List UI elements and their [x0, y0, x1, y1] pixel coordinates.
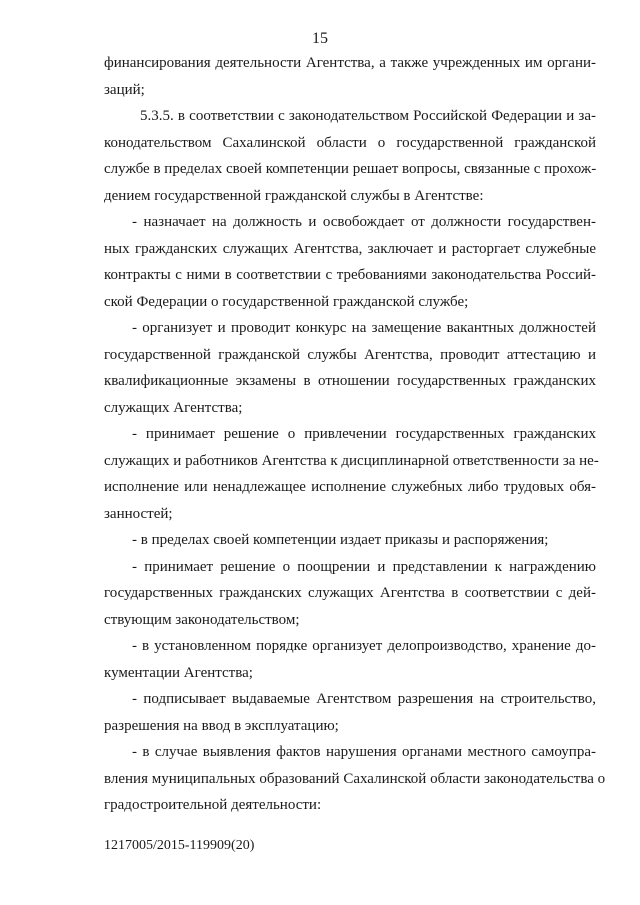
document-body	[104, 50, 606, 819]
text-line: вления муниципальных образований Сахалинской области законодательства о	[104, 770, 606, 787]
text-line: контракты с ними в соответствии с требованиями законодательства Россий-	[104, 267, 596, 283]
text-line: дением государственной гражданской службы в Агентстве:	[104, 187, 484, 204]
text-line: государственной гражданской службы Агентства, проводит аттестацию и	[104, 346, 596, 363]
text-line: занностей;	[104, 505, 173, 522]
text-line: конодательством Сахалинской области о государственной гражданской	[104, 134, 596, 151]
paragraph	[104, 103, 596, 209]
text-line: кументации Агентства;	[104, 664, 253, 681]
paragraph	[104, 686, 596, 739]
text-line: исполнение или ненадлежащее исполнение служебных либо трудовых обя-	[104, 479, 596, 495]
paragraph	[104, 209, 596, 315]
paragraph	[104, 527, 596, 554]
text-line: - принимает решение о поощрении и представлении к награждению	[132, 558, 596, 575]
text-line: - организует и проводит конкурс на замещение вакантных должностей	[132, 320, 596, 336]
paragraph	[104, 554, 596, 634]
text-line: - подписывает выдаваемые Агентством разрешения на строительство,	[132, 691, 596, 707]
document-registration-code: 1217005/2015-119909(20)	[104, 838, 255, 853]
text-line: - в пределах своей компетенции издает приказы и распоряжения;	[132, 532, 549, 548]
paragraph	[104, 50, 596, 103]
text-line: финансирования деятельности Агентства, а также учрежденных им органи-	[104, 55, 596, 71]
text-line: - принимает решение о привлечении государственных гражданских	[132, 426, 596, 442]
text-line: ствующим законодательством;	[104, 611, 300, 628]
text-line: ской Федерации о государственной гражданской службе;	[104, 293, 469, 310]
text-line: - в случае выявления фактов нарушения органами местного самоупра-	[132, 744, 596, 760]
paragraph	[104, 315, 596, 421]
page-number: 15	[312, 30, 328, 47]
text-line: службе в пределах своей компетенции решает вопросы, связанные с прохож-	[104, 161, 597, 177]
text-line: служащих и работников Агентства к дисциплинарной ответственности за не-	[104, 452, 599, 469]
text-line: - назначает на должность и освобождает от должности государствен-	[132, 214, 596, 230]
text-line: квалификационные экзамены в отношении государственных гражданских	[104, 373, 596, 389]
text-line: ных гражданских служащих Агентства, заключает и расторгает служебные	[104, 240, 596, 257]
text-line: служащих Агентства;	[104, 399, 243, 416]
paragraph	[104, 421, 599, 527]
paragraph	[104, 739, 606, 819]
text-line: государственных гражданских служащих Агентства в соответствии с дей-	[104, 585, 596, 601]
text-line: - в установленном порядке организует делопроизводство, хранение до-	[132, 638, 596, 654]
text-line: 5.3.5. в соответствии с законодательством Российской Федерации и за-	[140, 108, 596, 124]
paragraph	[104, 633, 596, 686]
text-line: разрешения на ввод в эксплуатацию;	[104, 717, 339, 734]
text-line: градостроительной деятельности:	[104, 797, 322, 813]
text-line: заций;	[104, 81, 145, 98]
